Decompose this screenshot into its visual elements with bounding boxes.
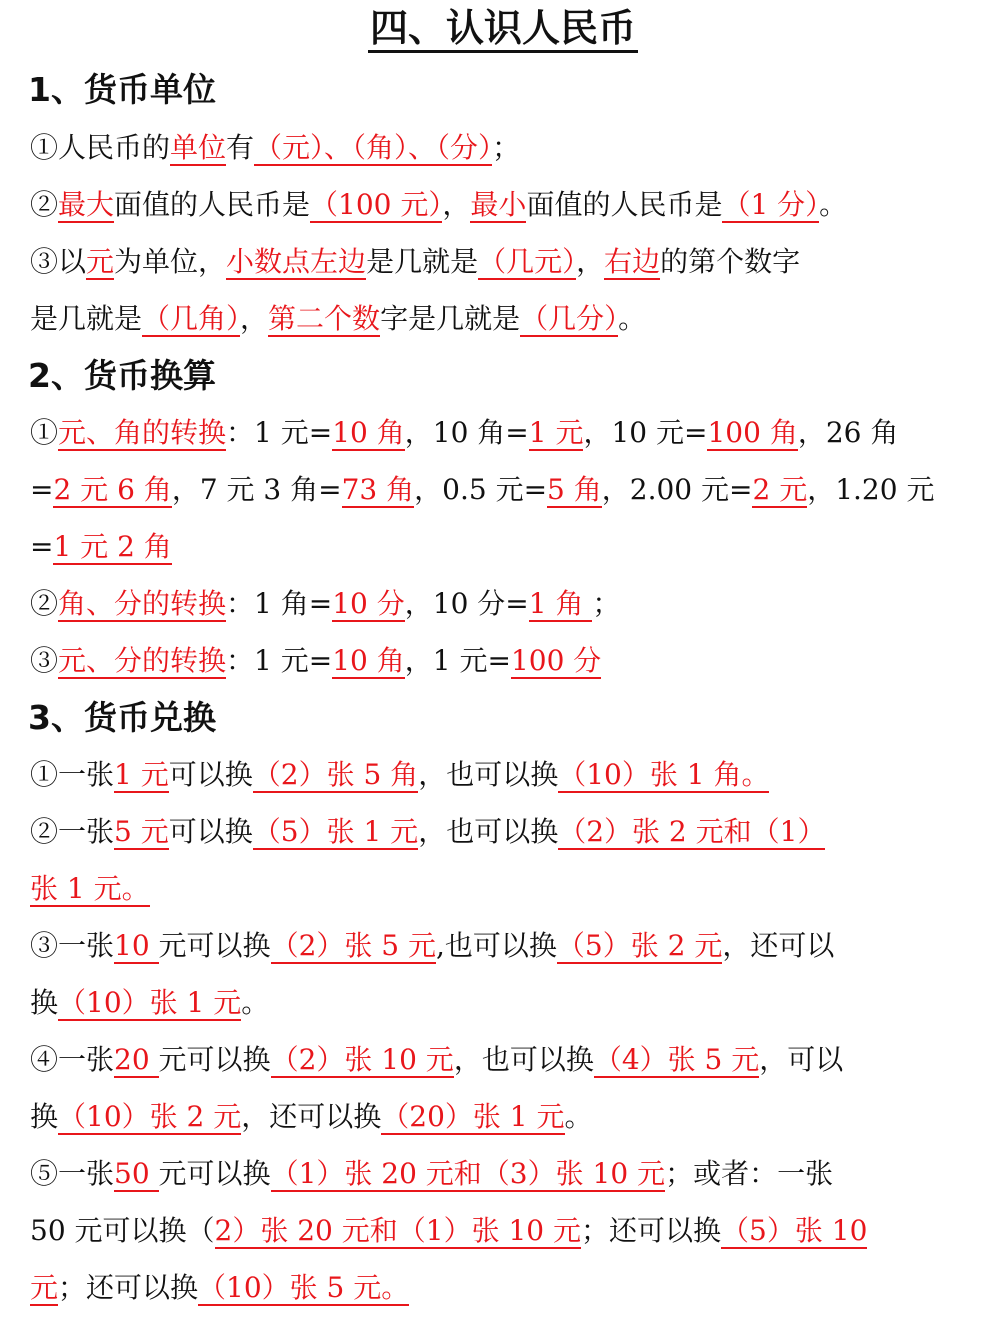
answer-text: 张 1 元。 xyxy=(30,872,150,905)
prompt-text: ⑤一张 xyxy=(30,1157,115,1190)
answer-text: 右边 xyxy=(604,245,661,278)
prompt-text: ； xyxy=(592,587,621,620)
prompt-text: ，10 元= xyxy=(583,416,708,449)
answer-text: （10）张 1 元 xyxy=(58,986,242,1019)
answer-text: （几角） xyxy=(142,302,241,335)
text-line xyxy=(30,299,970,339)
answer-text: 10 角 xyxy=(332,644,405,677)
prompt-text: ，也可以换 xyxy=(418,815,559,848)
prompt-text: 50 元可以换（ xyxy=(30,1214,215,1247)
text-line xyxy=(30,1268,970,1308)
answer-text: 角、分的转换 xyxy=(58,587,227,620)
prompt-text: ，2.00 元= xyxy=(601,473,753,506)
answer-text: （元）、（角）、（分） xyxy=(254,131,493,164)
answer-text: 1 元 2 角 xyxy=(53,530,172,563)
answer-text: （几分） xyxy=(520,302,619,335)
prompt-text: ；还可以换 xyxy=(58,1271,199,1304)
prompt-text: 换 xyxy=(30,1100,59,1133)
text-line xyxy=(30,242,970,282)
prompt-text: ； xyxy=(492,131,521,164)
answer-text: 5 元 xyxy=(114,815,169,848)
prompt-text: 字是几就是 xyxy=(380,302,521,335)
text-line xyxy=(30,1097,970,1137)
section-heading-conversion: 2、货币换算 xyxy=(28,356,216,395)
answer-text: （100 元） xyxy=(310,188,443,221)
prompt-text: ，也可以换 xyxy=(418,758,559,791)
prompt-text: ④一张 xyxy=(30,1043,115,1076)
answer-text: 元、分的转换 xyxy=(58,644,227,677)
prompt-text: 为单位， xyxy=(114,245,227,278)
prompt-text: ③ xyxy=(30,644,59,677)
prompt-text: ，10 分= xyxy=(404,587,529,620)
prompt-text: ；或者：一张 xyxy=(665,1157,834,1190)
answer-text: （2）张 10 元 xyxy=(270,1043,454,1076)
answer-text: （2）张 2 元和（1） xyxy=(558,815,826,848)
answer-text: 10 xyxy=(114,929,159,962)
prompt-text: ，0.5 元= xyxy=(414,473,548,506)
prompt-text: 元可以换 xyxy=(158,1043,271,1076)
prompt-text: ， xyxy=(576,245,605,278)
prompt-text: ，也可以换 xyxy=(453,1043,594,1076)
answer-text: 1 角 xyxy=(528,587,593,620)
prompt-text: ②一张 xyxy=(30,815,115,848)
prompt-text: ,也可以换 xyxy=(436,929,557,962)
text-line xyxy=(30,1154,970,1194)
answer-text: 2 元 xyxy=(752,473,808,506)
answer-text: （几元） xyxy=(478,245,577,278)
prompt-text: ，1.20 元 xyxy=(807,473,935,506)
prompt-text: 换 xyxy=(30,986,59,1019)
text-line xyxy=(30,1211,970,1251)
answer-text: 2 元 6 角 xyxy=(53,473,172,506)
prompt-text: ， xyxy=(442,188,471,221)
prompt-text: ：1 角= xyxy=(226,587,333,620)
answer-text: （2）张 5 元 xyxy=(270,929,436,962)
answer-text: （5）张 2 元 xyxy=(556,929,723,962)
prompt-text: 。 xyxy=(618,302,647,335)
answer-text: （4）张 5 元 xyxy=(593,1043,760,1076)
answer-text: 1 元 xyxy=(114,758,169,791)
prompt-text: 。 xyxy=(241,986,270,1019)
prompt-text: ：1 元= xyxy=(226,644,333,677)
prompt-text: 面值的人民币是 xyxy=(526,188,723,221)
prompt-text: 可以换 xyxy=(168,758,253,791)
prompt-text: ② xyxy=(30,188,59,221)
prompt-text: 是几就是 xyxy=(30,302,143,335)
prompt-text: 。 xyxy=(819,188,848,221)
prompt-text: ①人民币的 xyxy=(30,131,171,164)
text-line xyxy=(30,869,970,909)
section-heading-units: 1、货币单位 xyxy=(28,70,216,109)
answer-text: 最大 xyxy=(58,188,115,221)
prompt-text: ，7 元 3 角= xyxy=(171,473,342,506)
answer-text: 元 xyxy=(30,1271,59,1304)
prompt-text: ③以 xyxy=(30,245,87,278)
prompt-text: ，10 角= xyxy=(404,416,529,449)
answer-text: （10）张 2 元 xyxy=(58,1100,242,1133)
prompt-text: 有 xyxy=(226,131,255,164)
prompt-text: ；还可以换 xyxy=(581,1214,722,1247)
section-heading-exchange: 3、货币兑换 xyxy=(28,698,216,737)
prompt-text: = xyxy=(30,473,54,506)
answer-text: 元、角的转换 xyxy=(58,416,227,449)
prompt-text: ，还可以 xyxy=(722,929,835,962)
text-line xyxy=(30,1040,970,1080)
text-line xyxy=(30,812,970,852)
prompt-text: 元可以换 xyxy=(158,929,271,962)
prompt-text: ：1 元= xyxy=(226,416,333,449)
prompt-text: 元可以换 xyxy=(158,1157,271,1190)
prompt-text: 可以换 xyxy=(168,815,253,848)
answer-text: （2）张 5 角 xyxy=(252,758,419,791)
answer-text: （10）张 5 元。 xyxy=(198,1271,410,1304)
prompt-text: ① xyxy=(30,416,59,449)
answer-text: 2）张 20 元和（1）张 10 元 xyxy=(214,1214,582,1247)
prompt-text: ，可以 xyxy=(759,1043,844,1076)
answer-text: 最小 xyxy=(470,188,527,221)
answer-text: （5）张 1 元 xyxy=(252,815,419,848)
text-line xyxy=(30,413,970,453)
prompt-text: ①一张 xyxy=(30,758,115,791)
text-line xyxy=(30,641,970,681)
answer-text: 20 xyxy=(114,1043,159,1076)
text-line xyxy=(30,128,970,168)
prompt-text: ② xyxy=(30,587,59,620)
title-text: 四、认识人民币 xyxy=(368,5,638,53)
prompt-text: = xyxy=(30,530,54,563)
answer-text: 小数点左边 xyxy=(226,245,367,278)
prompt-text: ③一张 xyxy=(30,929,115,962)
answer-text: （5）张 10 xyxy=(721,1214,868,1247)
answer-text: （1）张 20 元和（3）张 10 元 xyxy=(270,1157,666,1190)
text-line xyxy=(30,185,970,225)
prompt-text: 的第个数字 xyxy=(660,245,801,278)
answer-text: 100 分 xyxy=(510,644,602,677)
answer-text: 73 角 xyxy=(341,473,415,506)
answer-text: 10 角 xyxy=(332,416,405,449)
prompt-text: 。 xyxy=(564,1100,593,1133)
answer-text: 5 角 xyxy=(547,473,602,506)
text-line xyxy=(30,983,970,1023)
answer-text: 单位 xyxy=(170,131,227,164)
answer-text: 第二个数 xyxy=(268,302,381,335)
prompt-text: 面值的人民币是 xyxy=(114,188,311,221)
text-line xyxy=(30,926,970,966)
answer-text: 1 元 xyxy=(528,416,584,449)
answer-text: （10）张 1 角。 xyxy=(558,758,770,791)
answer-text: 50 xyxy=(114,1157,159,1190)
text-line xyxy=(30,755,970,795)
text-line xyxy=(30,584,970,624)
prompt-text: ， xyxy=(240,302,269,335)
answer-text: 元 xyxy=(86,245,115,278)
answer-text: （20）张 1 元 xyxy=(381,1100,565,1133)
text-line xyxy=(30,527,970,567)
text-line xyxy=(30,470,970,510)
page-title xyxy=(0,4,1006,52)
prompt-text: ，还可以换 xyxy=(241,1100,382,1133)
prompt-text: ，1 元= xyxy=(404,644,511,677)
answer-text: （1 分） xyxy=(722,188,820,221)
prompt-text: ，26 角 xyxy=(797,416,899,449)
prompt-text: 是几就是 xyxy=(366,245,479,278)
answer-text: 100 角 xyxy=(707,416,798,449)
answer-text: 10 分 xyxy=(332,587,405,620)
